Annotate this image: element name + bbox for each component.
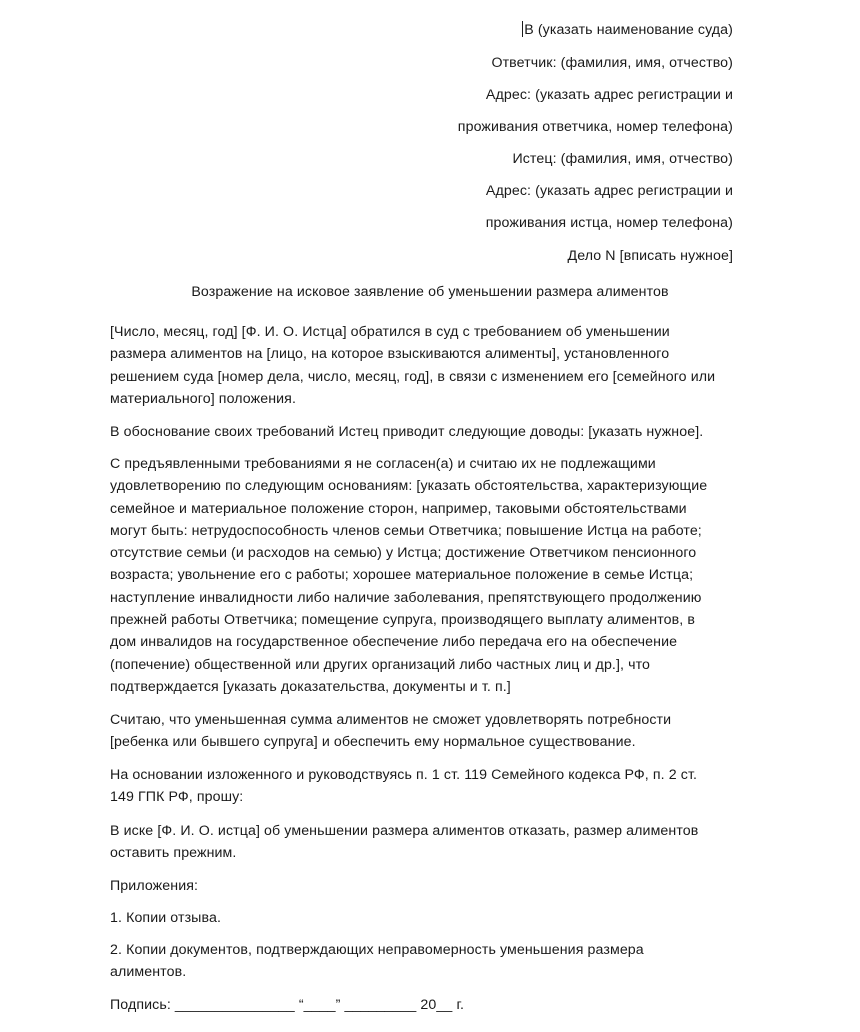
header-case-number: Дело N [вписать нужное] bbox=[567, 248, 733, 264]
header-plaintiff-address-2: проживания истца, номер телефона) bbox=[485, 215, 733, 231]
header-defendant-address-2: проживания ответчика, номер телефона) bbox=[457, 119, 733, 135]
header-plaintiff-address-1: Адрес: (указать адрес регистрации и bbox=[485, 183, 733, 199]
paragraph-6: В иске [Ф. И. О. истца] об уменьшении размера алиментов отказать, размер алиментов оставить прежним. bbox=[110, 823, 699, 862]
paragraph-1: [Число, месяц, год] [Ф. И. О. Истца] обратился в суд с требованием об уменьшении размера алиментов на [лицо, на которое взыскиваются алименты], установленного решением суда [номер дела, число, месяц, год], в связи с изменением его [семейного или материального] положения. bbox=[110, 324, 716, 407]
attachment-item-2: 2. Копии документов, подтверждающих неправомерность уменьшения размера алиментов. bbox=[110, 942, 644, 981]
header-defendant-address-1: Адрес: (указать адрес регистрации и bbox=[485, 87, 733, 103]
attachment-item-1: 1. Копии отзыва. bbox=[110, 910, 221, 926]
signature-line: Подпись: _______________ “____” _________ 20__ г. bbox=[110, 997, 465, 1013]
paragraph-2: В обоснование своих требований Истец приводит следующие доводы: [указать нужное]. bbox=[110, 424, 704, 440]
paragraph-3: С предъявленными требованиями я не согласен(а) и считаю их не подлежащими удовлетворению по следующим основаниям: [указать обстоятельства, характеризующие семейное и материальное положение сторон, например, таковыми обстоятельствами могут быть: нетрудоспособность членов семьи Ответчика; повышение Истца на работе; отсутствие семьи (и расходов на семью) у Истца; достижение Ответчиком пенсионного возраста; увольнение его с работы; хорошее материальное положение в семье Истца; наступление инвалидности либо наличие заболевания, препятствующего продолжению прежней работы Ответчика; помещение супруга, производящего выплату алиментов, в дом инвалидов на государственное обеспечение либо передача его на обеспечение (попечение) общественной или других организаций либо частных лиц и др.], что подтверждается [указать доказательства, документы и т. п.] bbox=[110, 456, 708, 695]
header-plaintiff: Истец: (фамилия, имя, отчество) bbox=[512, 151, 733, 167]
header-defendant: Ответчик: (фамилия, имя, отчество) bbox=[491, 55, 733, 71]
attachments-label: Приложения: bbox=[110, 878, 199, 894]
paragraph-5: На основании изложенного и руководствуясь п. 1 ст. 119 Семейного кодекса РФ, п. 2 ст. 149 ГПК РФ, прошу: bbox=[110, 767, 698, 806]
paragraph-4: Считаю, что уменьшенная сумма алиментов не сможет удовлетворять потребности [ребенка или бывшего супруга] и обеспечить ему нормальное существование. bbox=[110, 712, 672, 751]
document-title: Возражение на исковое заявление об уменьшении размера алиментов bbox=[191, 284, 669, 300]
header-court: В (указать наименование суда) bbox=[524, 22, 733, 38]
